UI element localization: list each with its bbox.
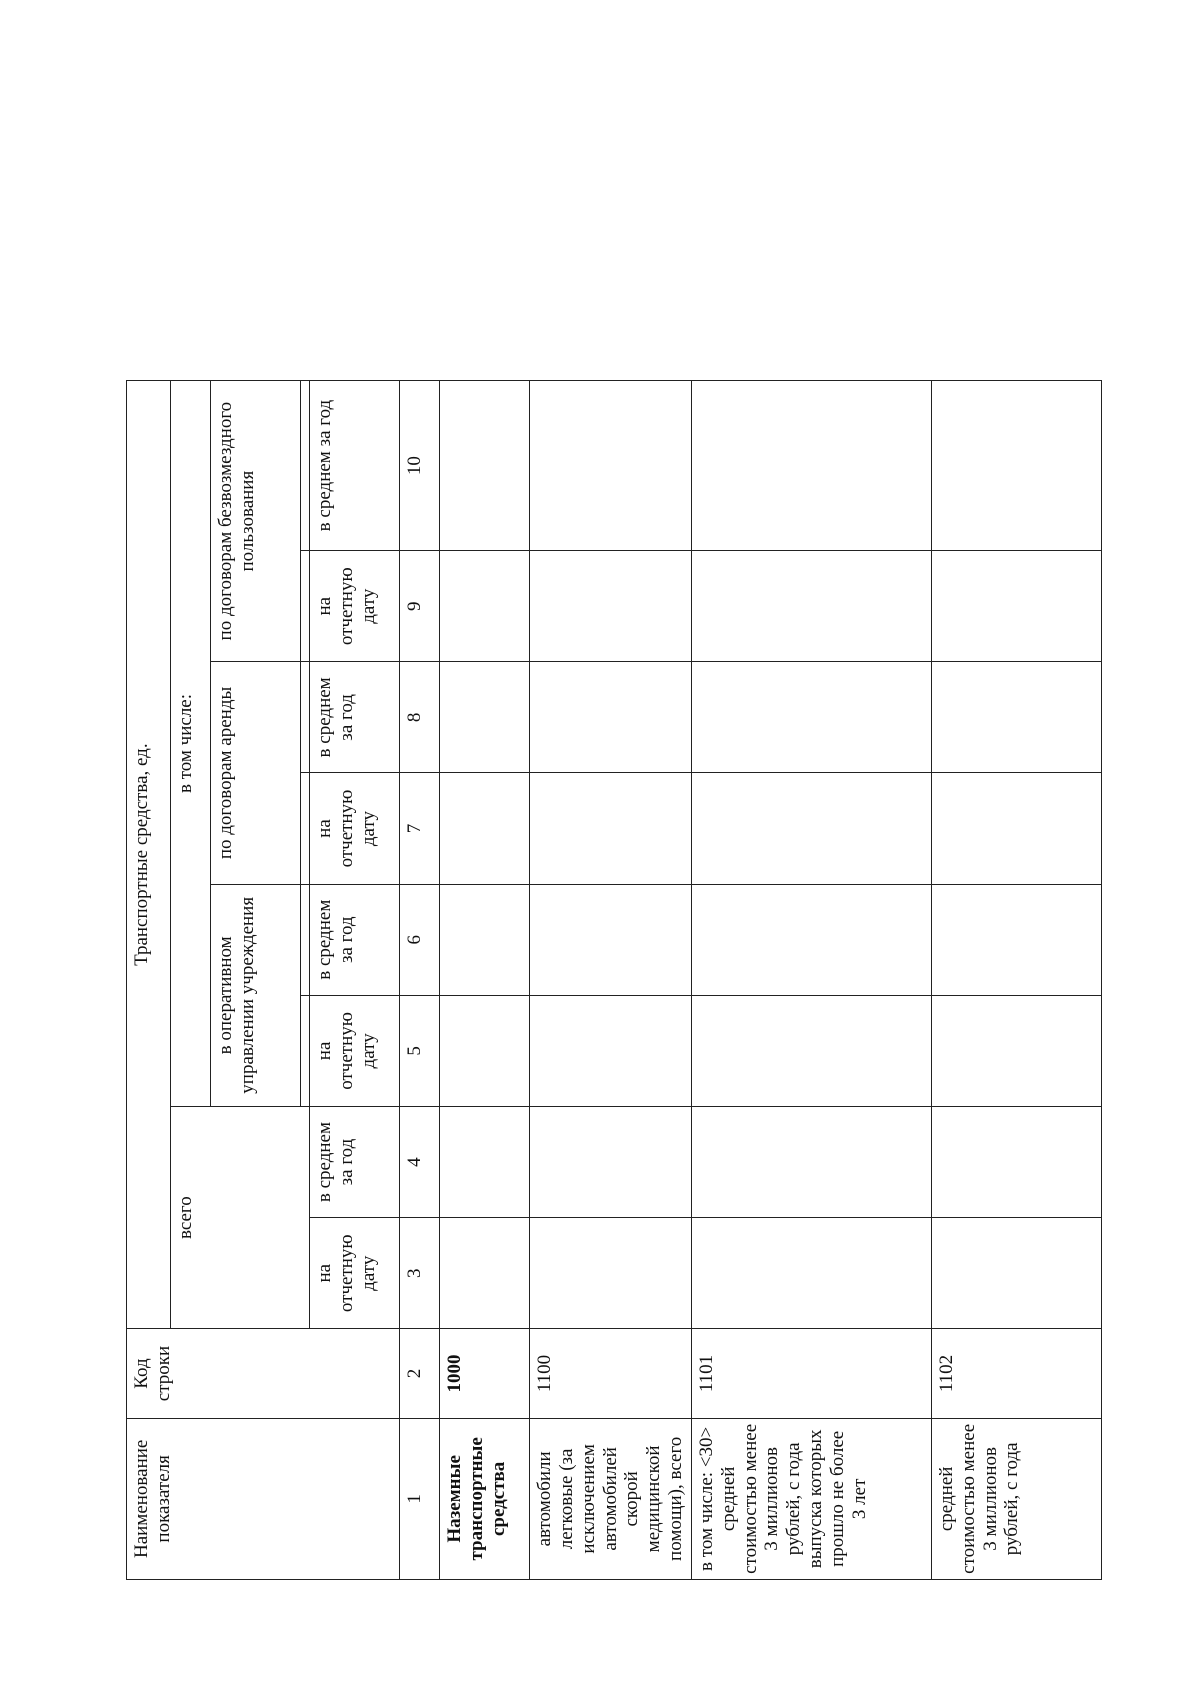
value-cell[interactable] — [440, 1218, 530, 1329]
header-free-use-on-date: на отчетную дату — [310, 551, 400, 662]
header-lease-avg-year: в среднем за год — [310, 662, 400, 773]
header-gap-cell — [301, 773, 310, 884]
value-cell[interactable] — [931, 884, 1101, 995]
header-gap-cell — [301, 884, 310, 995]
value-cell[interactable] — [931, 773, 1101, 884]
value-cell[interactable] — [440, 884, 530, 995]
table-row — [931, 381, 1101, 1580]
value-cell[interactable] — [530, 551, 692, 662]
row-code: 1100 — [530, 1329, 692, 1418]
header-lease-on-date: на отчетную дату — [310, 773, 400, 884]
header-free-use: по договорам безвозмездного пользования — [211, 381, 301, 662]
column-number: 10 — [400, 381, 440, 551]
column-number: 4 — [400, 1106, 440, 1217]
value-cell[interactable] — [691, 1218, 931, 1329]
header-free-use-avg-year: в среднем за год — [310, 381, 400, 551]
rotated-page — [126, 380, 1074, 1580]
value-cell[interactable] — [691, 995, 931, 1106]
row-code: 1000 — [440, 1329, 530, 1418]
value-cell[interactable] — [440, 551, 530, 662]
row-name: средней стоимостью менее 3 миллионов рублей, с года — [931, 1418, 1101, 1579]
header-operational-avg-year: в среднем за год — [310, 884, 400, 995]
column-number: 9 — [400, 551, 440, 662]
value-cell[interactable] — [530, 773, 692, 884]
table-row — [691, 381, 931, 1580]
value-cell[interactable] — [931, 1106, 1101, 1217]
column-number: 2 — [400, 1329, 440, 1418]
vehicles-table — [126, 380, 1102, 1580]
value-cell[interactable] — [931, 662, 1101, 773]
table-row — [440, 381, 530, 1580]
header-total-avg-year: в среднем за год — [310, 1106, 400, 1217]
column-number: 5 — [400, 995, 440, 1106]
row-name: в том числе: <30> средней стоимостью менее 3 миллионов рублей, с года выпуска которых прошло не более 3 лет — [691, 1418, 931, 1579]
value-cell[interactable] — [691, 381, 931, 551]
header-including: в том числе: — [171, 381, 211, 1107]
value-cell[interactable] — [440, 381, 530, 551]
value-cell[interactable] — [530, 662, 692, 773]
value-cell[interactable] — [530, 1106, 692, 1217]
column-number: 8 — [400, 662, 440, 773]
row-code: 1101 — [691, 1329, 931, 1418]
value-cell[interactable] — [530, 995, 692, 1106]
value-cell[interactable] — [691, 1106, 931, 1217]
value-cell[interactable] — [931, 551, 1101, 662]
value-cell[interactable] — [931, 381, 1101, 551]
value-cell[interactable] — [440, 1106, 530, 1217]
header-indicator-name: Наименование показателя — [127, 1418, 400, 1579]
value-cell[interactable] — [931, 1218, 1101, 1329]
row-code: 1102 — [931, 1329, 1101, 1418]
column-number: 6 — [400, 884, 440, 995]
table-row — [530, 381, 692, 1580]
row-name: автомобили легковые (за исключением автомобилей скорой медицинской помощи), всего — [530, 1418, 692, 1579]
header-vehicles-group: Транспортные средства, ед. — [127, 381, 171, 1329]
header-gap-cell — [301, 381, 310, 551]
value-cell[interactable] — [530, 381, 692, 551]
value-cell[interactable] — [691, 662, 931, 773]
header-total-on-date: на отчетную дату — [310, 1218, 400, 1329]
header-lease: по договорам аренды — [211, 662, 301, 884]
value-cell[interactable] — [691, 773, 931, 884]
column-number: 7 — [400, 773, 440, 884]
header-gap-cell — [301, 995, 310, 1106]
value-cell[interactable] — [440, 995, 530, 1106]
value-cell[interactable] — [691, 551, 931, 662]
value-cell[interactable] — [931, 995, 1101, 1106]
column-number: 1 — [400, 1418, 440, 1579]
row-name: Наземные транспортные средства — [440, 1418, 530, 1579]
header-operational-on-date: на отчетную дату — [310, 995, 400, 1106]
value-cell[interactable] — [691, 884, 931, 995]
value-cell[interactable] — [530, 1218, 692, 1329]
header-total: всего — [171, 1106, 310, 1328]
value-cell[interactable] — [440, 773, 530, 884]
value-cell[interactable] — [530, 884, 692, 995]
value-cell[interactable] — [440, 662, 530, 773]
header-gap-cell — [301, 551, 310, 662]
header-operational-management: в оперативном управлении учреждения — [211, 884, 301, 1106]
column-number: 3 — [400, 1218, 440, 1329]
header-gap-cell — [301, 662, 310, 773]
header-line-code: Код строки — [127, 1329, 400, 1418]
